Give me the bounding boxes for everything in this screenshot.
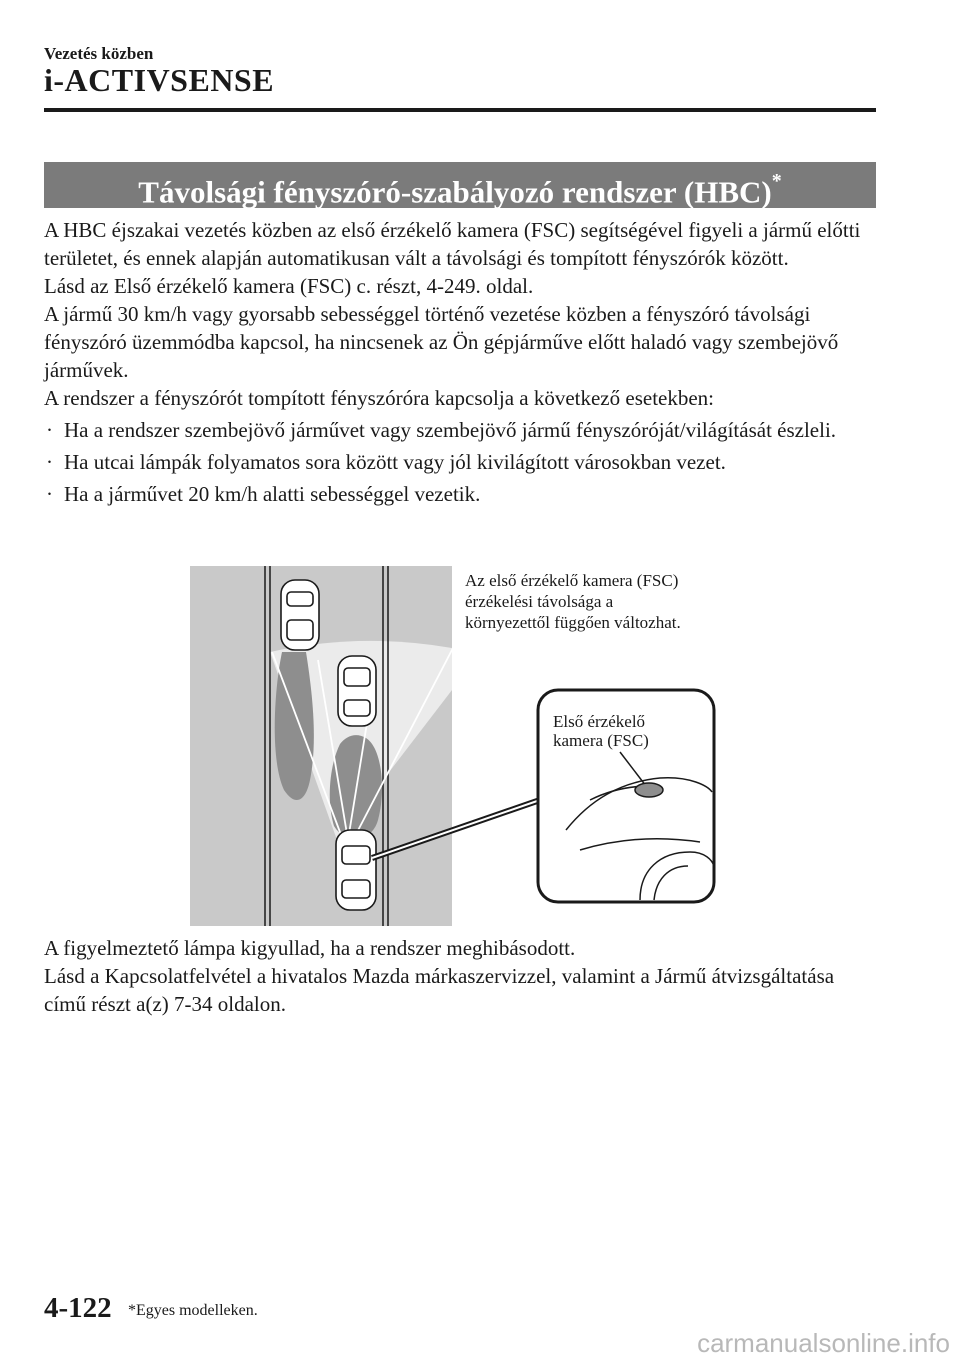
own-car xyxy=(336,830,376,910)
detection-range-callout xyxy=(465,570,681,633)
camera-callout xyxy=(553,712,649,750)
preceding-car xyxy=(338,656,376,726)
intro-paragraph: A HBC éjszakai vezetés közben az első érzékelő kamera (FSC) segítségével figyeli a jármű előtti területet, és ennek alapján automatikusan vált a távolsági és tompított fényszórók között. xyxy=(44,218,861,270)
callout-line: Az első érzékelő kamera (FSC) xyxy=(465,571,679,590)
bullet-icon: · xyxy=(46,450,53,474)
warning-text xyxy=(44,934,876,1018)
high-beam-paragraph: A jármű 30 km/h vagy gyorsabb sebességgel történő vezetése közben a fényszóró távolsági fényszóró üzemmódba kapcsol, ha nincsenek az Ön gépjárműve előtt haladó vagy szembejövő járművek. xyxy=(44,302,839,382)
list-item-text: Ha a rendszer szembejövő járművet vagy szembejövő jármű fényszóróját/világítását észleli. xyxy=(64,418,837,442)
optional-equipment-marker: * xyxy=(771,170,782,192)
list-item-text: Ha utcai lámpák folyamatos sora között vagy jól kivilágított városokban vezet. xyxy=(64,450,726,474)
page-number: 4-122 xyxy=(44,1292,112,1324)
warning-paragraph: A figyelmeztető lámpa kigyullad, ha a rendszer meghibásodott. xyxy=(44,936,576,960)
reference-paragraph: Lásd az Első érzékelő kamera (FSC) c. részt, 4-249. oldal. xyxy=(44,274,534,298)
oncoming-car xyxy=(281,580,319,650)
footnote: *Egyes modelleken. xyxy=(128,1302,258,1319)
callout-line: környezettől függően változhat. xyxy=(465,613,681,632)
bullet-icon: · xyxy=(46,418,53,442)
section-label: Vezetés közben xyxy=(44,44,154,63)
list-item-text: Ha a járművet 20 km/h alatti sebességgel vezetik. xyxy=(64,482,481,506)
low-beam-paragraph: A rendszer a fényszórót tompított fényszóróra kapcsolja a következő esetekben: xyxy=(44,386,715,410)
watermark: carmanualsonline.info xyxy=(697,1328,950,1358)
service-reference-paragraph: Lásd a Kapcsolatfelvétel a hivatalos Mazda márkaszervizzel, valamint a Jármű átvizsgáltatása című részt a(z) 7-34 oldalon. xyxy=(44,964,835,1016)
bullet-icon: · xyxy=(46,482,53,506)
camera-icon xyxy=(635,783,663,797)
chapter-title: i-ACTIVSENSE xyxy=(44,62,275,98)
callout-line: érzékelési távolsága a xyxy=(465,592,614,611)
callout-line: kamera (FSC) xyxy=(553,731,649,750)
callout-line: Első érzékelő xyxy=(553,712,646,731)
section-title: Távolsági fényszóró-szabályozó rendszer (HBC) xyxy=(138,174,772,210)
